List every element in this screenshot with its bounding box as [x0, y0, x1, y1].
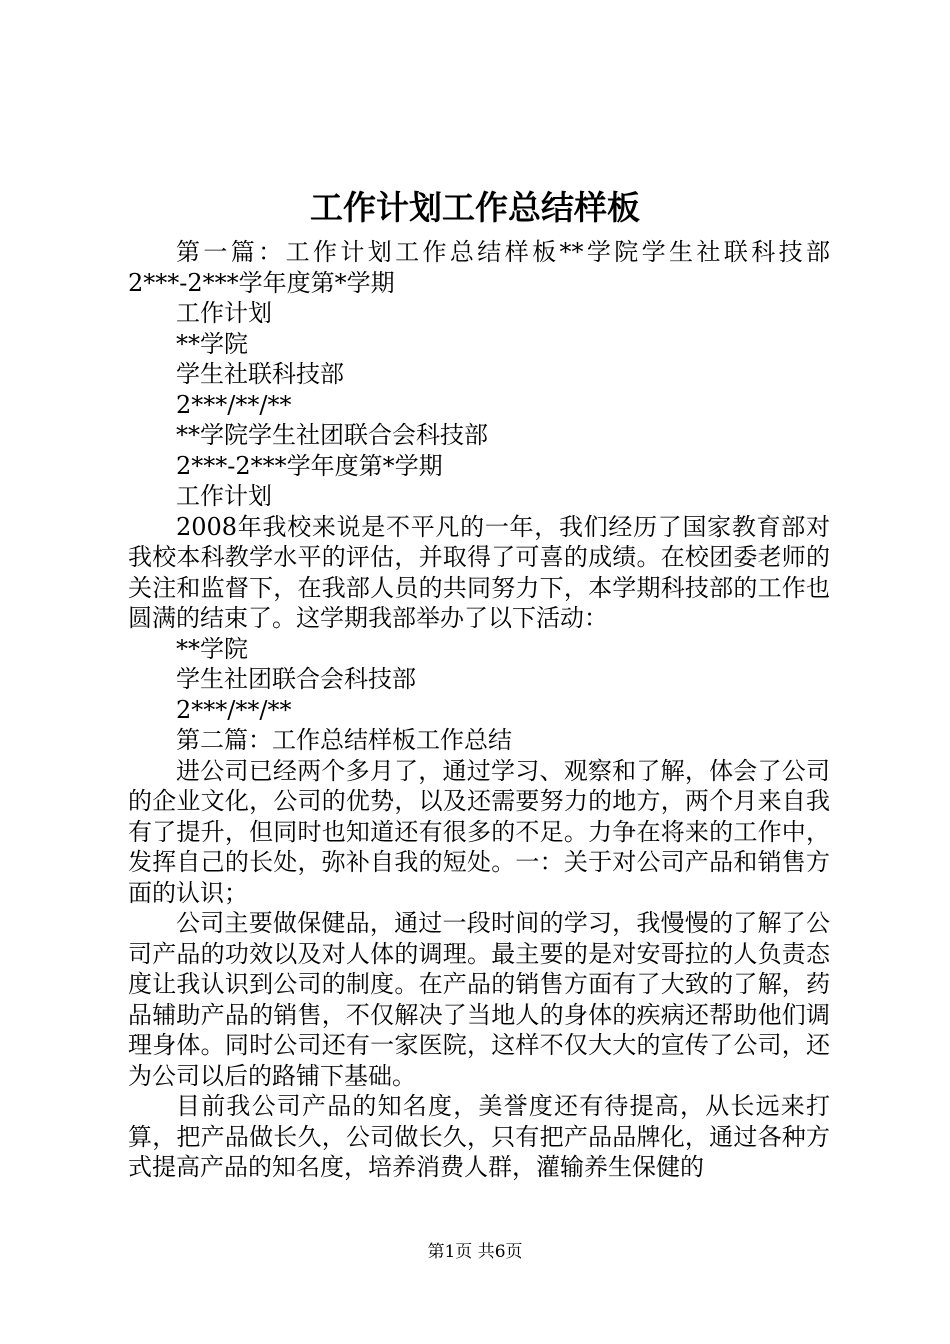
- document-title: 工作计划工作总结样板: [310, 188, 640, 227]
- paragraph: 公司主要做保健品，通过一段时间的学习，我慢慢的了解了公司产品的功效以及对人体的调理。最主要的是对安哥拉的人负责态度让我认识到公司的制度。在产品的销售方面有了大致的了解，药品辅助产品的销售，不仅解决了当地人的身体的疾病还帮助他们调理身体。同时公司还有一家医院，这样不仅大大的宣传了公司，还为公司以后的路铺下基础。: [128, 909, 830, 1090]
- paragraph: 学生社团联合会科技部: [176, 665, 416, 693]
- paragraph: 2***/**/**: [176, 695, 292, 724]
- paragraph: **学院学生社团联合会科技部: [176, 421, 488, 449]
- page-number-footer: 第1页 共6页: [427, 1242, 523, 1262]
- paragraph: **学院: [176, 329, 248, 358]
- paragraph: 2***-2***学年度第*学期: [176, 451, 443, 480]
- paragraph: 工作计划: [176, 482, 272, 510]
- paragraph: 学生社联科技部: [176, 360, 344, 388]
- paragraph: 2***/**/**: [176, 390, 292, 419]
- paragraph: 第二篇：工作总结样板工作总结: [176, 726, 512, 754]
- document-body: [128, 237, 830, 1183]
- paragraph: 第一篇：工作计划工作总结样板**学院学生社联科技部2***-2***学年度第*学期: [128, 238, 830, 297]
- paragraph: 工作计划: [176, 299, 272, 327]
- paragraph: 目前我公司产品的知名度，美誉度还有待提高，从长远来打算，把产品做长久，公司做长久，只有把产品品牌化，通过各种方式提高产品的知名度，培养消费人群，灌输养生保健的: [128, 1092, 830, 1181]
- paragraph: 进公司已经两个多月了，通过学习、观察和了解，体会了公司的企业文化，公司的优势，以及还需要努力的地方，两个月来自我有了提升，但同时也知道还有很多的不足。力争在将来的工作中，发挥自己的长处，弥补自我的短处。一：关于对公司产品和销售方面的认识；: [128, 756, 830, 907]
- paragraph: **学院: [176, 634, 248, 663]
- paragraph: 2008年我校来说是不平凡的一年，我们经历了国家教育部对我校本科教学水平的评估，并取得了可喜的成绩。在校团委老师的关注和监督下，在我部人员的共同努力下，本学期科技部的工作也圆满的结束了。这学期我部举办了以下活动：: [128, 512, 830, 632]
